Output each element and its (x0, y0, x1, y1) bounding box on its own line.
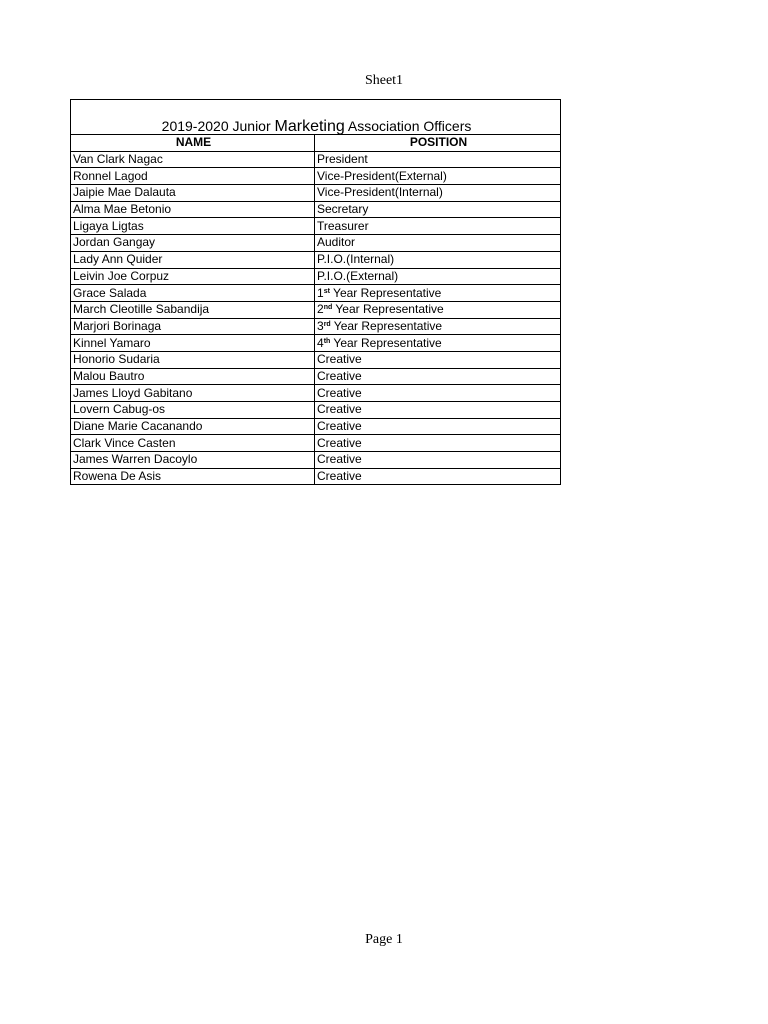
header-row (71, 135, 561, 152)
column-header-position: POSITION (315, 135, 561, 152)
table-body (71, 151, 561, 485)
officer-name: Diane Marie Cacanando (71, 418, 315, 435)
officer-name: Leivin Joe Corpuz (71, 268, 315, 285)
table-row (71, 418, 561, 435)
position-ordinal-suffix: rd (323, 320, 331, 328)
officer-position: P.I.O.(External) (315, 268, 561, 285)
table-row (71, 301, 561, 318)
officer-name: March Cleotille Sabandija (71, 301, 315, 318)
table-title-part1: 2019-2020 Junior (161, 118, 275, 134)
table-row (71, 452, 561, 469)
table-row (71, 235, 561, 252)
table-row (71, 318, 561, 335)
table-title (71, 100, 561, 135)
title-row (71, 100, 561, 135)
officer-position: President (315, 151, 561, 168)
officer-position: Creative (315, 418, 561, 435)
officer-position (315, 285, 561, 302)
position-number: 4 (317, 335, 324, 350)
officer-position (315, 318, 561, 335)
officer-name: Ligaya Ligtas (71, 218, 315, 235)
officer-position (315, 301, 561, 318)
position-number: 1 (317, 285, 324, 300)
table-row (71, 185, 561, 202)
officer-position: Vice-President(Internal) (315, 185, 561, 202)
officer-position: P.I.O.(Internal) (315, 251, 561, 268)
table-row (71, 402, 561, 419)
table-row (71, 385, 561, 402)
table-row (71, 251, 561, 268)
officer-name: Malou Bautro (71, 368, 315, 385)
officer-name: Marjori Borinaga (71, 318, 315, 335)
table-row (71, 201, 561, 218)
table-row (71, 335, 561, 352)
officer-name: Clark Vince Casten (71, 435, 315, 452)
officer-name: Honorio Sudaria (71, 351, 315, 368)
table-row (71, 368, 561, 385)
table-row (71, 435, 561, 452)
officer-name: Rowena De Asis (71, 468, 315, 485)
table-title-part2: Marketing (274, 118, 345, 135)
position-ordinal-suffix: st (323, 287, 330, 295)
officer-position (315, 335, 561, 352)
position-ordinal-suffix: nd (323, 304, 333, 312)
officer-position: Creative (315, 368, 561, 385)
officer-name: Jaipie Mae Dalauta (71, 185, 315, 202)
table-row (71, 351, 561, 368)
position-text: Year Representative (330, 335, 442, 350)
officer-name: Alma Mae Betonio (71, 201, 315, 218)
officer-position: Treasurer (315, 218, 561, 235)
officer-name: James Warren Dacoylo (71, 452, 315, 469)
officer-position: Creative (315, 351, 561, 368)
table-row (71, 268, 561, 285)
sheet-header: Sheet1 (364, 73, 404, 88)
officer-position: Creative (315, 452, 561, 469)
table-row (71, 218, 561, 235)
table-row (71, 285, 561, 302)
position-ordinal-suffix: th (323, 337, 331, 345)
table-row (71, 151, 561, 168)
officer-name: Kinnel Yamaro (71, 335, 315, 352)
table-row (71, 168, 561, 185)
officer-name: Grace Salada (71, 285, 315, 302)
officer-name: Van Clark Nagac (71, 151, 315, 168)
officer-position: Secretary (315, 201, 561, 218)
page-footer: Page 1 (365, 932, 403, 947)
officer-name: Jordan Gangay (71, 235, 315, 252)
officer-name: James Lloyd Gabitano (71, 385, 315, 402)
officer-name: Ronnel Lagod (71, 168, 315, 185)
position-number: 2 (317, 302, 324, 317)
officer-position: Creative (315, 468, 561, 485)
position-text: Year Representative (330, 318, 443, 333)
column-header-name: NAME (71, 135, 315, 152)
table-row (71, 468, 561, 485)
officer-name: Lady Ann Quider (71, 251, 315, 268)
officer-position: Creative (315, 435, 561, 452)
officer-name: Lovern Cabug-os (71, 402, 315, 419)
position-number: 3 (317, 318, 324, 333)
table-title-part3: Association Officers (344, 118, 472, 134)
position-text: Year Representative (329, 285, 442, 300)
officer-position: Vice-President(External) (315, 168, 561, 185)
officer-position: Creative (315, 402, 561, 419)
officers-table (70, 99, 561, 485)
officer-position: Creative (315, 385, 561, 402)
position-text: Year Representative (332, 302, 444, 317)
officer-position: Auditor (315, 235, 561, 252)
